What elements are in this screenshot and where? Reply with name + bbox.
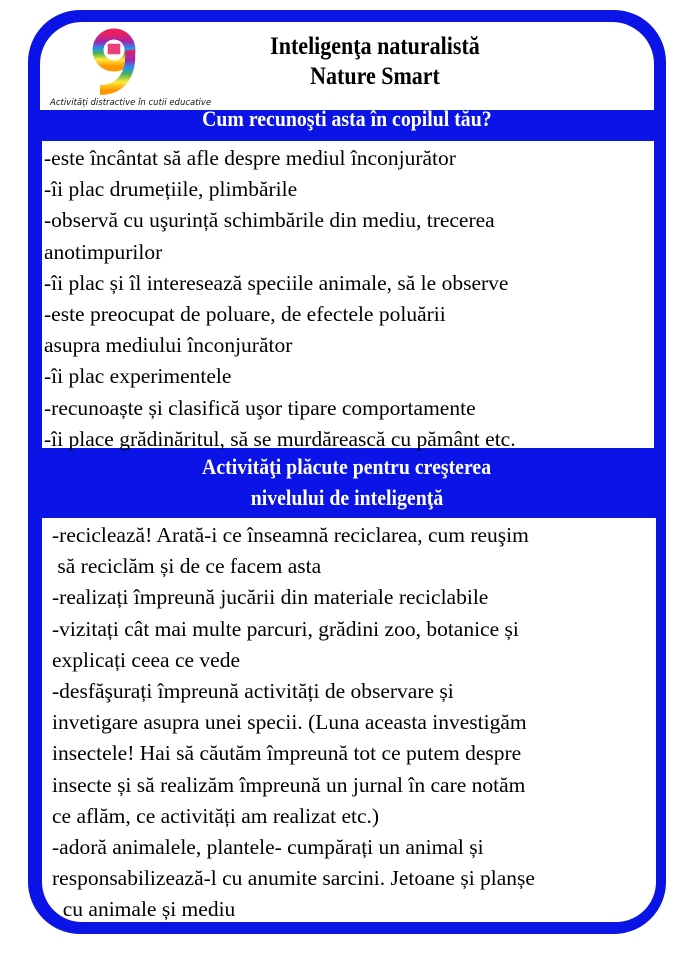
title-romanian: Inteligenţa naturalistă [270, 33, 480, 60]
list-line: insecte și să realizăm împreună un jurnal în care notăm [52, 772, 526, 797]
list-line: -este preocupat de poluare, de efectele poluării [44, 302, 446, 327]
list-line: ce aflăm, ce activități am realizat etc.) [52, 803, 380, 828]
title-english: Nature Smart [310, 63, 440, 90]
tagline: Activități distractive în cutii educative [50, 98, 212, 108]
section2-heading-line1: Activităţi plăcute pentru creşterea [202, 454, 492, 479]
list-line: cu animale și mediu [52, 897, 236, 922]
list-line: invetigare asupra unei specii. (Luna aceasta investigăm [52, 710, 527, 735]
list-line: -desfăşurați împreună activități de observare și [52, 679, 454, 704]
list-line: -îi place grădinăritul, să se murdărească cu pământ etc. [44, 426, 516, 451]
list-line: -îi plac și îl interesează speciile animale, să le observe [44, 270, 509, 295]
list-line: -realizați împreună jucării din materiale reciclabile [52, 585, 489, 610]
list-line: -observă cu uşurință schimbările din mediu, trecerea [44, 208, 495, 233]
list-line: -recunoaște și clasifică uşor tipare comportamente [44, 395, 476, 420]
poster-frame [28, 10, 666, 934]
list-line: să reciclăm și de ce facem asta [52, 554, 322, 579]
logo-nine-icon [92, 28, 138, 98]
page-title [212, 32, 538, 92]
section2-heading [28, 453, 666, 511]
list-line: -adoră animalele, plantele- cumpărați un animal și [52, 835, 484, 860]
list-line: responsabilizează-l cu anumite sarcini. Jetoane și planșe [52, 866, 535, 891]
list-line: -îi plac experimentele [44, 364, 232, 389]
list-line: insectele! Hai să căutăm împreună tot ce putem despre [52, 741, 522, 766]
list-line: -este încântat să afle despre mediul înconjurător [44, 146, 456, 170]
section2-heading-line2: nivelului de inteligenţă [250, 485, 444, 510]
section1-heading [28, 105, 666, 132]
list-line: asupra mediului înconjurător [44, 333, 293, 358]
header [40, 22, 654, 110]
section1-heading-text: Cum recunoşti asta în copilul tău? [202, 106, 492, 131]
list-line: -vizitați cât mai multe parcuri, grădini zoo, botanice și [52, 616, 519, 641]
list-line: -reciclează! Arată-i ce înseamnă reciclarea, cum reuşim [52, 523, 529, 547]
section1-list [42, 141, 654, 451]
list-line: anotimpurilor [44, 239, 163, 264]
list-line: -îi plac drumețiile, plimbările [44, 177, 298, 202]
list-line: explicați ceea ce vede [52, 647, 240, 672]
section2-list [42, 518, 656, 922]
